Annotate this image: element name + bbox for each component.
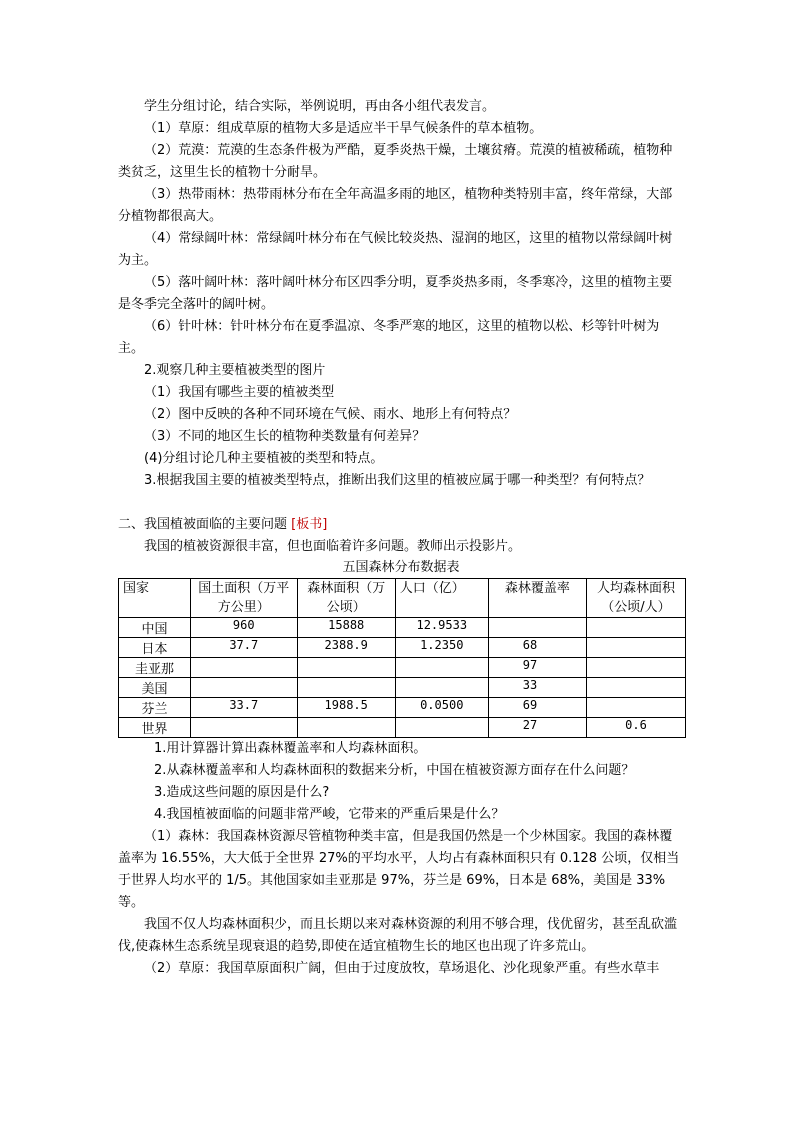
cell-population — [395, 658, 488, 678]
cell-per-capita — [586, 698, 685, 718]
cell-land-area — [190, 678, 297, 698]
cell-forest-area: 15888 — [297, 618, 395, 638]
cell-coverage: 69 — [488, 698, 586, 718]
cell-country: 美国 — [119, 678, 191, 698]
cell-per-capita — [586, 638, 685, 658]
table-header-row — [119, 579, 686, 618]
cell-country: 芬兰 — [119, 698, 191, 718]
cell-per-capita: 0.6 — [586, 718, 685, 738]
cell-coverage: 68 — [488, 638, 586, 658]
question-2-item: (4)分组讨论几种主要植被的类型和特点。 — [144, 451, 384, 466]
cell-coverage — [488, 618, 586, 638]
cell-forest-area — [297, 678, 395, 698]
header-population: 人口（亿） — [395, 579, 488, 618]
cell-forest-area — [297, 658, 395, 678]
table-question: 3.造成这些问题的原因是什么? — [154, 785, 330, 800]
section-heading-text: 二、我国植被面临的主要问题 — [118, 517, 288, 532]
cell-population: 12.9533 — [395, 618, 488, 638]
cell-land-area: 960 — [190, 618, 297, 638]
cell-population — [395, 678, 488, 698]
cell-country: 中国 — [119, 618, 191, 638]
vegetation-item-deciduous: （5）落叶阔叶林：落叶阔叶林分布区四季分明，夏季炎热多雨，冬季寒冷，这里的植物主要是冬季完全落叶的阔叶树。 — [118, 275, 673, 312]
vegetation-item-evergreen: （4）常绿阔叶林：常绿阔叶林分布在气候比较炎热、湿润的地区，这里的植物以常绿阔叶树为主。 — [118, 231, 673, 268]
table-question: 1.用计算器计算出森林覆盖率和人均森林面积。 — [154, 741, 427, 756]
cell-population — [395, 718, 488, 738]
question-2-item: （1）我国有哪些主要的植被类型 — [144, 385, 335, 400]
cell-land-area: 33.7 — [190, 698, 297, 718]
vegetation-item-grassland: （1）草原：组成草原的植物大多是适应半干旱气候条件的草本植物。 — [144, 121, 543, 136]
cell-coverage: 27 — [488, 718, 586, 738]
spacer — [118, 492, 684, 514]
section-heading — [118, 514, 684, 536]
question-2-item: （2）图中反映的各种不同环境在气候、雨水、地形上有何特点？ — [144, 407, 517, 422]
table-row — [119, 718, 686, 738]
vegetation-item-rainforest: （3）热带雨林：热带雨林分布在全年高温多雨的地区，植物种类特别丰富，终年常绿，大部分植物都很高大。 — [118, 187, 673, 224]
header-forest-area: 森林面积（万公顷） — [297, 579, 395, 618]
cell-coverage: 33 — [488, 678, 586, 698]
table-question: 2.从森林覆盖率和人均森林面积的数据来分析，中国在植被资源方面存在什么问题？ — [154, 763, 635, 778]
answer-forest: （1）森林：我国森林资源尽管植物种类丰富，但是我国仍然是一个少林国家。我国的森林覆盖率为 16.55%，大大低于全世界 27%的平均水平，人均占有森林面积只有 0.128 公顷，仅相当于世界人均水平的 1/5。其他国家如圭亚那是 97%，芬兰是 69%，日本是 68%，美国是 33%等。 — [118, 829, 680, 910]
board-tag: [板书] — [291, 517, 328, 532]
cell-land-area: 37.7 — [190, 638, 297, 658]
cell-country: 圭亚那 — [119, 658, 191, 678]
cell-per-capita — [586, 658, 685, 678]
answer-grassland: （2）草原：我国草原面积广阔，但由于过度放牧，草场退化、沙化现象严重。有些水草丰 — [144, 961, 660, 976]
cell-per-capita — [586, 678, 685, 698]
question-3: 3.根据我国主要的植被类型特点，推断出我们这里的植被应属于哪一种类型？有何特点？ — [144, 473, 651, 488]
cell-forest-area: 1988.5 — [297, 698, 395, 718]
vegetation-item-conifer: （6）针叶林：针叶林分布在夏季温凉、冬季严寒的地区，这里的植物以松、杉等针叶树为主。 — [118, 319, 660, 356]
answer-forest-continued: 我国不仅人均森林面积少，而且长期以来对森林资源的利用不够合理，伐优留劣，甚至乱砍滥伐,使森林生态系统呈现衰退的趋势,即使在适宜植物生长的地区也出现了许多荒山。 — [118, 917, 678, 954]
table-caption: 五国森林分布数据表 — [342, 560, 460, 575]
header-per-capita: 人均森林面积（公顷/人） — [586, 579, 685, 618]
cell-forest-area — [297, 718, 395, 738]
header-coverage: 森林覆盖率 — [488, 579, 586, 618]
table-row — [119, 618, 686, 638]
forest-data-table — [118, 578, 686, 738]
vegetation-item-desert: （2）荒漠：荒漠的生态条件极为严酷，夏季炎热干燥，土壤贫瘠。荒漠的植被稀疏，植物种类贫乏，这里生长的植物十分耐旱。 — [118, 143, 673, 180]
cell-land-area — [190, 658, 297, 678]
question-2: 2.观察几种主要植被类型的图片 — [144, 363, 326, 378]
table-row — [119, 698, 686, 718]
discussion-intro: 学生分组讨论，结合实际，举例说明，再由各小组代表发言。 — [144, 99, 496, 114]
cell-coverage: 97 — [488, 658, 586, 678]
cell-country: 世界 — [119, 718, 191, 738]
cell-land-area — [190, 718, 297, 738]
cell-forest-area: 2388.9 — [297, 638, 395, 658]
header-country: 国家 — [119, 579, 191, 618]
cell-country: 日本 — [119, 638, 191, 658]
cell-per-capita — [586, 618, 685, 638]
cell-population: 0.0500 — [395, 698, 488, 718]
table-row — [119, 678, 686, 698]
table-row — [119, 658, 686, 678]
cell-population: 1.2350 — [395, 638, 488, 658]
table-row — [119, 638, 686, 658]
header-land-area: 国土面积（万平方公里） — [190, 579, 297, 618]
section-intro: 我国的植被资源很丰富，但也面临着许多问题。教师出示投影片。 — [144, 539, 522, 554]
document-page — [118, 96, 684, 980]
table-question: 4.我国植被面临的问题非常严峻，它带来的严重后果是什么？ — [154, 807, 505, 822]
question-2-item: （3）不同的地区生长的植物种类数量有何差异？ — [144, 429, 426, 444]
